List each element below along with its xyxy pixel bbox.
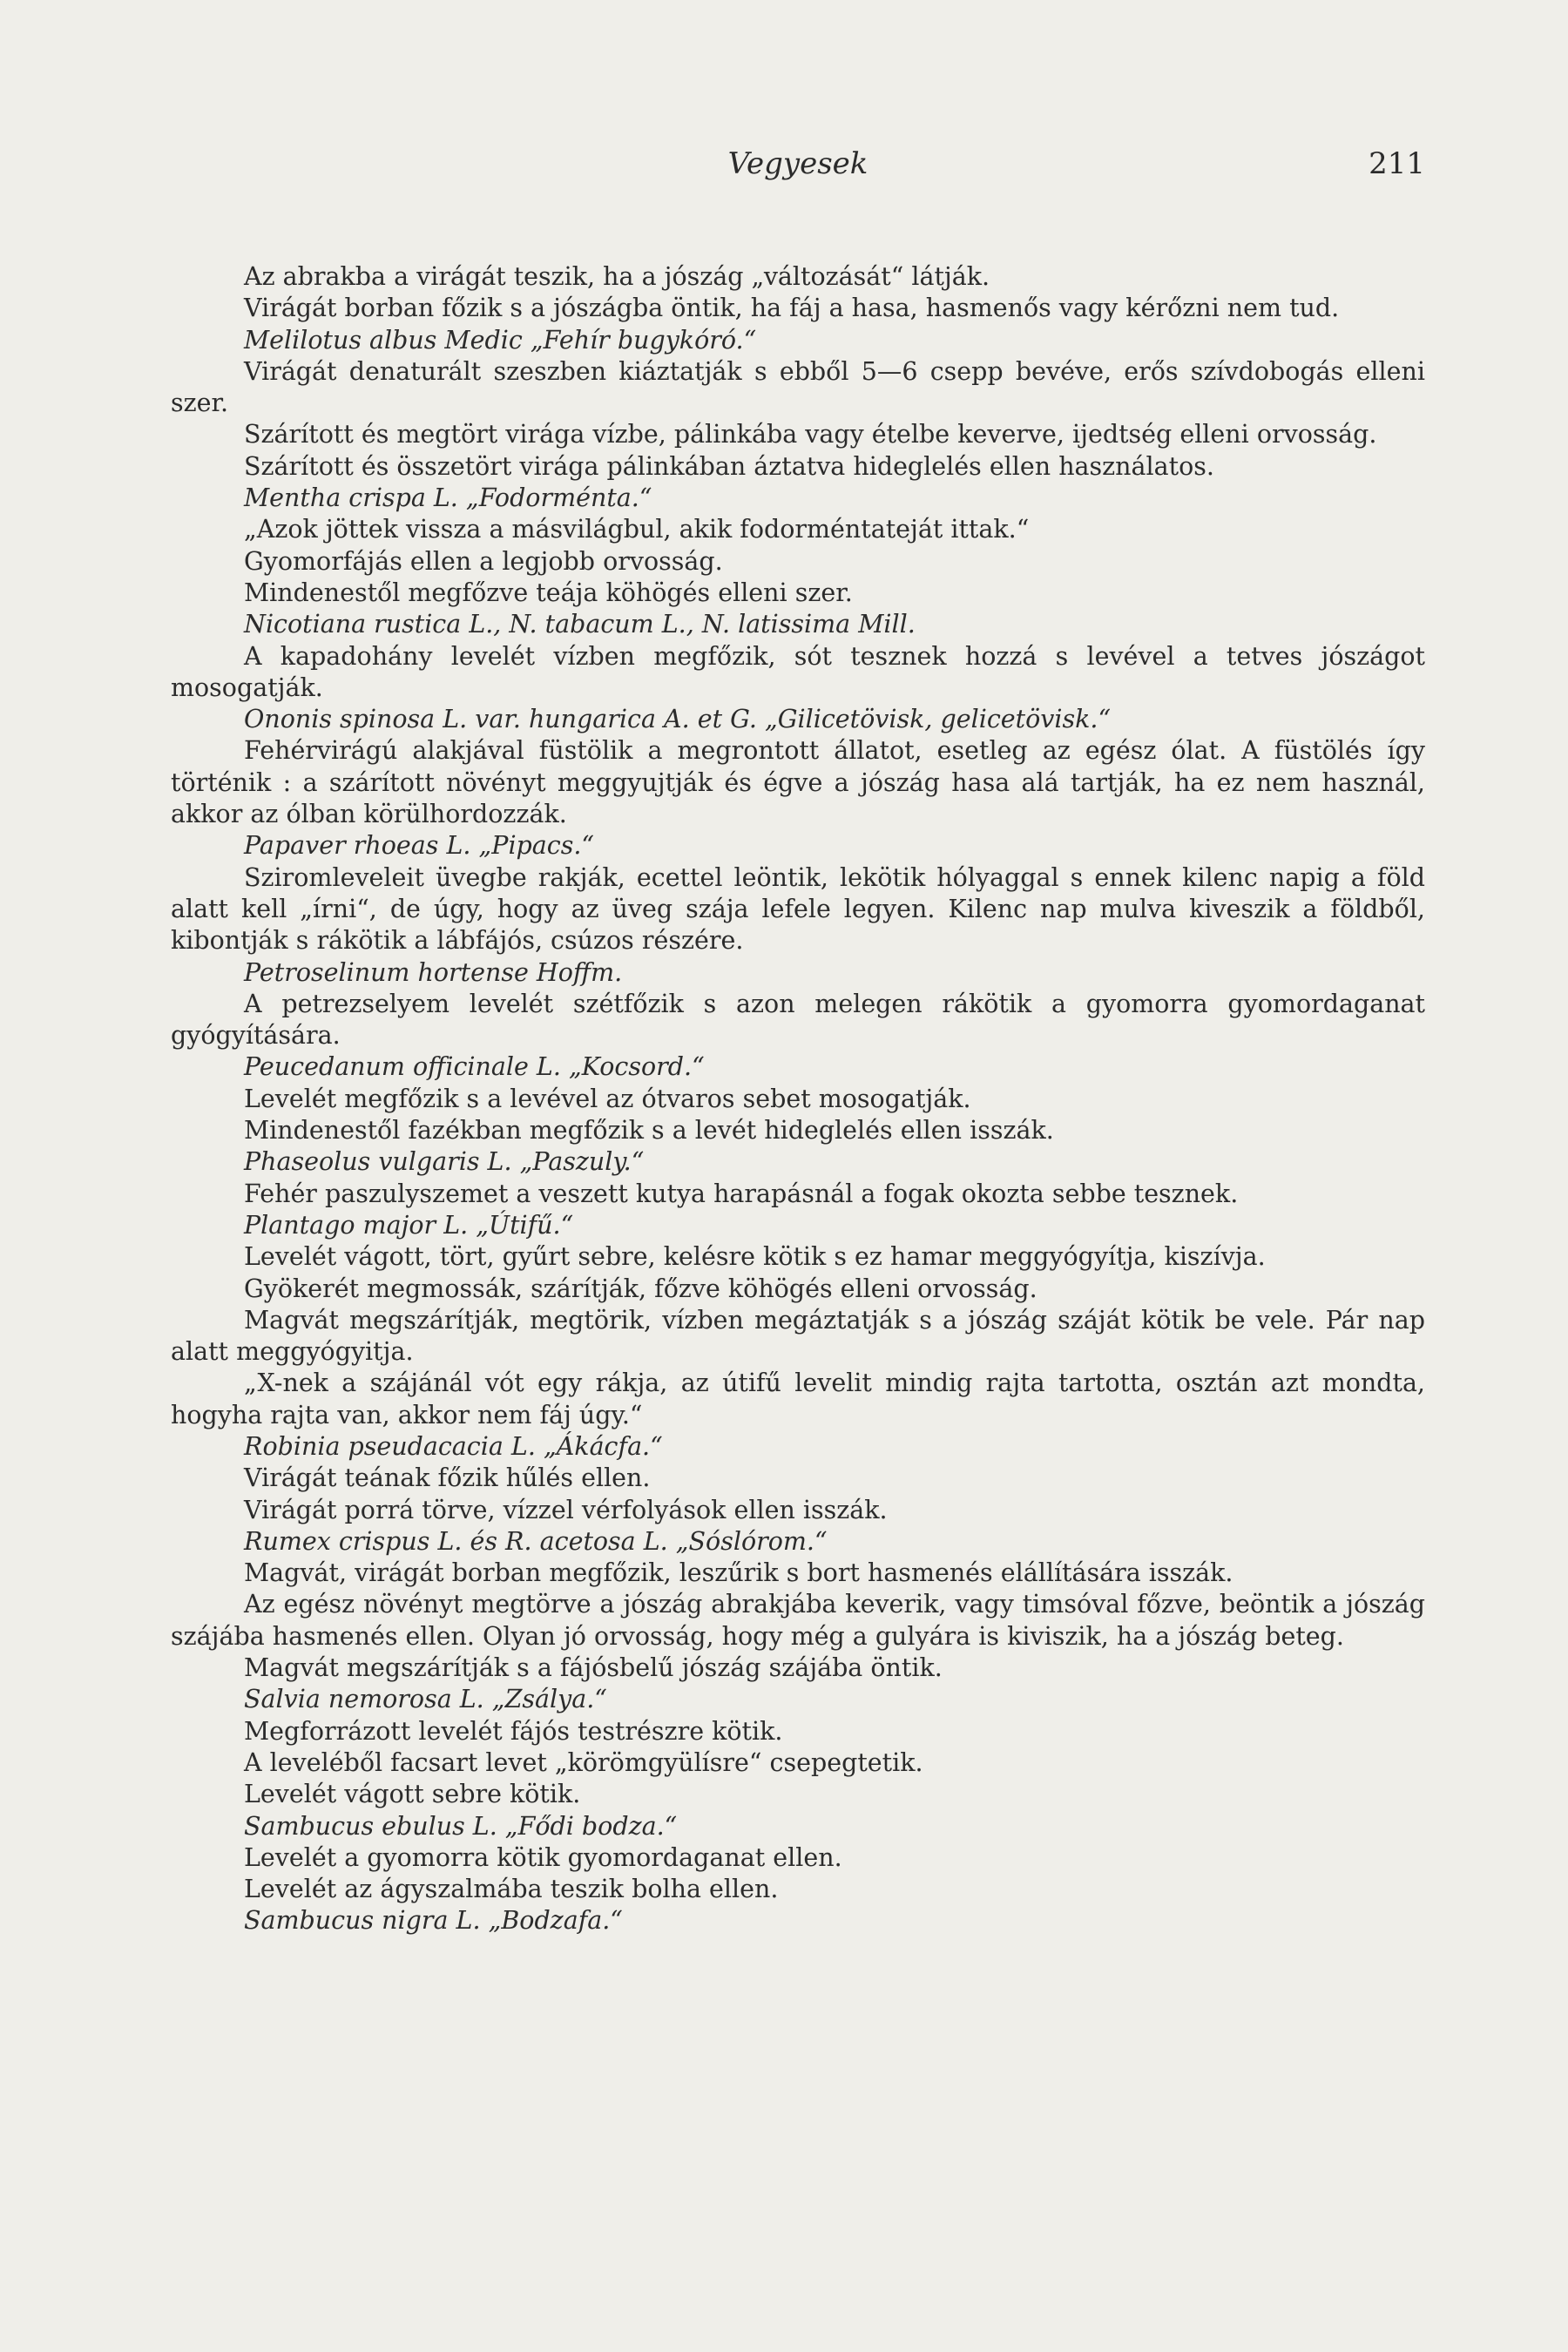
species-heading: Salvia nemorosa L. „Zsálya.“ — [244, 1685, 607, 1714]
paragraph: Magvát, virágát borban megfőzik, leszűrik s bort hasmenés elállítására isszák. — [244, 1558, 1233, 1588]
species-heading: Melilotus albus Medic „Fehír bugykóró.“ — [244, 325, 757, 355]
species-heading: Petroselinum hortense Hoffm. — [244, 957, 623, 987]
species-heading: Peucedanum officinale L. „Kocsord.“ — [244, 1052, 705, 1082]
species-heading: Nicotiana rustica L., N. tabacum L., N. latissima Mill. — [244, 610, 916, 639]
species-heading: Mentha crispa L. „Fodorménta.“ — [244, 483, 652, 513]
species-heading: Sambucus nigra L. „Bodzafa.“ — [244, 1906, 623, 1936]
paragraph: Levelét megfőzik s a levével az ótvaros sebet mosogatják. — [244, 1084, 971, 1113]
paragraph: „Azok jöttek vissza a másvilágbul, akik fodorméntateját ittak.“ — [244, 515, 1030, 544]
paragraph: Mindenestől megfőzve teája köhögés elleni szer. — [244, 578, 853, 607]
paragraph: „X-nek a szájánál vót egy rákja, az útifű levelit mindig rajta tartotta, osztán azt mondta, hogyha rajta van, akkor nem fáj úgy.“ — [171, 1369, 1425, 1429]
paragraph: Sziromleveleit üvegbe rakják, ecettel leöntik, lekötik hólyaggal s ennek kilenc napig a föld alatt kell „írni“, de úgy, hogy az üveg szája lefele legyen. Kilenc nap mulva kiveszik a földből, kibontják s rákötik a lábfájós, csúzos részére. — [171, 862, 1425, 956]
species-heading: Robinia pseudacacia L. „Ákácfa.“ — [244, 1431, 663, 1461]
paragraph: Levelét vágott, tört, gyűrt sebre, kelésre kötik s ez hamar meggyógyítja, kiszívja. — [244, 1242, 1266, 1272]
paragraph: Fehérvirágú alakjával füstölik a megrontott állatot, esetleg az egész ólat. A füstölés így történik : a szárított növényt meggyujtják és égve a jószág hasa alá tartják, ha ez nem használ, akkor az ólban körülhordozzák. — [171, 736, 1425, 829]
paragraph: Levelét a gyomorra kötik gyomordaganat ellen. — [244, 1842, 842, 1872]
species-heading: Rumex crispus L. és R. acetosa L. „Sóslórom.“ — [244, 1526, 828, 1556]
paragraph: Levelét az ágyszalmába teszik bolha ellen. — [244, 1875, 779, 1904]
paragraph: Virágát denaturált szeszben kiáztatják s ebből 5—6 csepp bevéve, erős szívdobogás elleni szer. — [171, 356, 1425, 418]
paragraph: Magvát megszárítják s a fájósbelű jószág szájába öntik. — [244, 1653, 943, 1683]
paragraph: Fehér paszulyszemet a veszett kutya harapásnál a fogak okozta sebbe tesznek. — [244, 1179, 1239, 1208]
paragraph: Virágát borban főzik s a jószágba öntik, ha fáj a hasa, hasmenős vagy kérőzni nem tud. — [244, 294, 1340, 323]
paragraph: A kapadohány levelét vízben megfőzik, sót tesznek hozzá s levével a tetves jószágot mosogatják. — [171, 641, 1425, 702]
paragraph: Szárított és megtört virága vízbe, pálinkába vagy ételbe keverve, ijedtség elleni orvosság. — [244, 420, 1377, 449]
paragraph: Szárított és összetört virága pálinkában áztatva hideglelés ellen használatos. — [244, 451, 1214, 481]
paragraph: Gyökerét megmossák, szárítják, főzve köhögés elleni orvosság. — [244, 1274, 1037, 1303]
paragraph: Magvát megszárítják, megtörik, vízben megáztatják s a jószág száját kötik be vele. Pár nap alatt meggyógyitja. — [171, 1305, 1425, 1367]
paragraph: Megforrázott levelét fájós testrészre kötik. — [244, 1716, 783, 1746]
paragraph: Mindenestől fazékban megfőzik s a levét hideglelés ellen isszák. — [244, 1116, 1054, 1146]
species-heading: Ononis spinosa L. var. hungarica A. et G. „Gilicetövisk, gelicetövisk.“ — [244, 705, 1112, 734]
body-text — [171, 261, 1425, 1937]
paragraph: Gyomorfájás ellen a legjobb orvosság. — [244, 546, 723, 576]
paragraph: A petrezselyem levelét szétfőzik s azon melegen rákötik a gyomorra gyomordaganat gyógyítására. — [171, 989, 1425, 1051]
species-heading: Sambucus ebulus L. „Fődi bodza.“ — [244, 1811, 678, 1841]
page-number: 211 — [1369, 146, 1425, 181]
species-heading: Plantago major L. „Útifű.“ — [244, 1210, 574, 1240]
page-header — [171, 146, 1425, 185]
paragraph: A leveléből facsart levet „körömgyülísre“ csepegtetik. — [244, 1747, 923, 1777]
paragraph: Levelét vágott sebre kötik. — [244, 1780, 581, 1809]
paragraph: Az egész növényt megtörve a jószág abrakjába keverik, vagy timsóval főzve, beöntik a jószág szájába hasmenés ellen. Olyan jó orvosság, hogy még a gulyára is kiviszik, ha a jószág beteg. — [171, 1590, 1425, 1651]
species-heading: Phaseolus vulgaris L. „Paszuly.“ — [244, 1147, 645, 1177]
paragraph: Az abrakba a virágát teszik, ha a jószág „változását“ látják. — [244, 262, 990, 291]
running-title: Vegyesek — [727, 146, 868, 181]
paragraph: Virágát porrá törve, vízzel vérfolyások ellen isszák. — [244, 1495, 888, 1524]
species-heading: Papaver rhoeas L. „Pipacs.“ — [244, 831, 595, 861]
paragraph: Virágát teának főzik hűlés ellen. — [244, 1463, 651, 1493]
